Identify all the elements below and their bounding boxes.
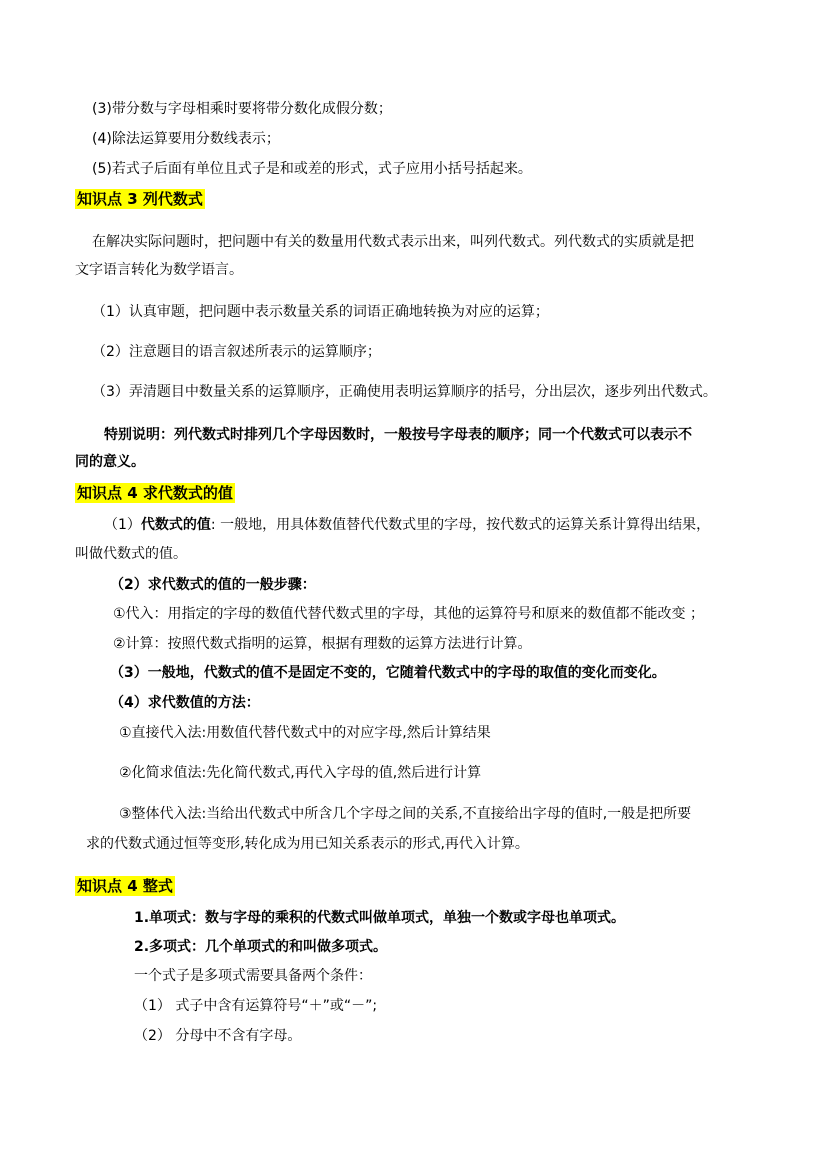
section3-heading bbox=[75, 189, 205, 210]
line-5: (5)若式子后面有单位且式子是和或差的形式，式子应用小括号括起来。 bbox=[92, 161, 532, 177]
line-3: (3)带分数与字母相乘时要将带分数化成假分数； bbox=[92, 101, 392, 117]
section4-method3-line1: ③整体代入法:当给出代数式中所含几个字母之间的关系,不直接给出字母的值时,一般是把所要 bbox=[119, 806, 692, 822]
section4-heading-text: 知识点 4 求代数式的值 bbox=[77, 484, 233, 502]
section5-condition2: （2） 分母中不含有字母。 bbox=[134, 1028, 302, 1044]
section4-method1: ①直接代入法:用数值代替代数式中的对应字母,然后计算结果 bbox=[119, 725, 491, 741]
section3-p1-line1: 在解决实际问题时，把问题中有关的数量用代数式表示出来，叫列代数式。列代数式的实质就是把 bbox=[92, 234, 694, 250]
section3-item1: （1）认真审题，把问题中表示数量关系的词语正确地转换为对应的运算； bbox=[92, 304, 549, 320]
section4-point4: （4）求代数值的方法： bbox=[110, 695, 260, 711]
section5-heading-text: 知识点 4 整式 bbox=[77, 877, 173, 895]
section4-definition-line2: 叫做代数式的值。 bbox=[75, 546, 187, 562]
section4-heading bbox=[75, 483, 235, 504]
section4-method2: ②化简求值法:先化简代数式,再代入字母的值,然后进行计算 bbox=[119, 765, 482, 781]
section4-step1: ①代入：用指定的字母的数值代替代数式里的字母，其他的运算符号和原来的数值都不能改变 ； bbox=[113, 606, 704, 622]
line-4: (4)除法运算要用分数线表示； bbox=[92, 131, 280, 147]
section5-heading bbox=[75, 876, 175, 897]
section3-item2: （2）注意题目的语言叙述所表示的运算顺序； bbox=[92, 344, 381, 360]
definition-rest: : 一般地，用具体数值替代代数式里的字母，按代数式的运算关系计算得出结果， bbox=[210, 517, 711, 533]
section5-conditions-intro: 一个式子是多项式需要具备两个条件： bbox=[134, 968, 372, 984]
section3-heading-text: 知识点 3 列代数式 bbox=[77, 190, 203, 208]
section5-monomial: 1.单项式：数与字母的乘积的代数式叫做单项式，单独一个数或字母也单项式。 bbox=[134, 910, 626, 926]
section3-note-line1: 特别说明：列代数式时排列几个字母因数时，一般按号字母表的顺序；同一个代数式可以表示不 bbox=[104, 427, 692, 443]
definition-term: 代数式的值 bbox=[140, 517, 211, 533]
section4-definition bbox=[104, 515, 710, 535]
section5-condition1: （1） 式子中含有运算符号“＋”或“－”; bbox=[134, 998, 378, 1014]
definition-prefix: （1） bbox=[104, 517, 141, 533]
section4-steps-title: （2）求代数式的值的一般步骤： bbox=[110, 577, 316, 593]
section3-item3: （3）弄清题目中数量关系的运算顺序，正确使用表明运算顺序的括号，分出层次，逐步列出代数式。 bbox=[92, 384, 717, 400]
section5-polynomial: 2.多项式：几个单项式的和叫做多项式。 bbox=[134, 939, 388, 955]
section4-method3-line2: 求的代数式通过恒等变形,转化成为用已知关系表示的形式,再代入计算。 bbox=[86, 836, 529, 852]
section4-point3: （3）一般地，代数式的值不是固定不变的，它随着代数式中的字母的取值的变化而变化。 bbox=[110, 665, 666, 681]
section4-step2: ②计算：按照代数式指明的运算，根据有理数的运算方法进行计算。 bbox=[113, 636, 532, 652]
section3-note-line2: 同的意义。 bbox=[75, 454, 145, 470]
section3-p1-line2: 文字语言转化为数学语言。 bbox=[75, 262, 243, 278]
